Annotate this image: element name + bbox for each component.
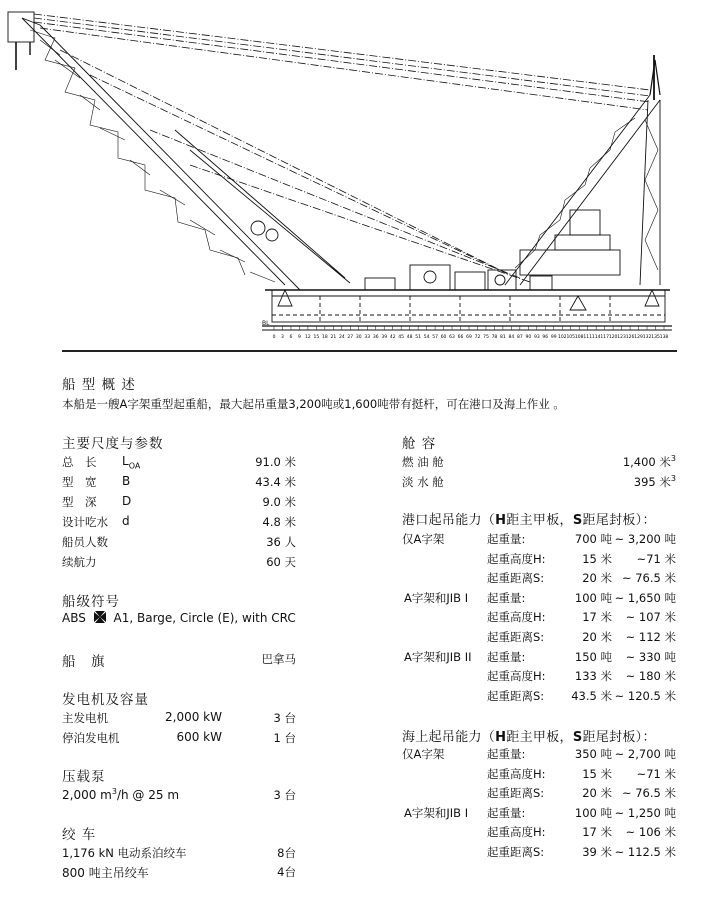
lift-min-value: 15 米	[582, 551, 612, 566]
frame-number: 12	[305, 335, 311, 340]
winch-count: 4台	[277, 865, 296, 879]
frame-number: 114	[591, 335, 601, 340]
frame-number: 24	[338, 335, 345, 340]
dimension-label: 设计吃水	[62, 515, 108, 529]
capacity-value: 1,400 米$^3$	[622, 454, 676, 469]
maltese-cross-icon	[93, 610, 107, 624]
overview-text: 本船是一艘A字架重型起重船，最大起吊重量3,200吨或1,600吨带有挺杆，可在港口及海上作业 。	[62, 397, 565, 411]
class-prefix: ABS	[62, 611, 86, 625]
lift-min-value: 20 米	[582, 630, 612, 644]
baseline-label: BL	[262, 320, 270, 327]
lift-max-value: ~ 76.5 米	[621, 571, 676, 586]
lift-group-name: A字架和JIB I	[404, 805, 469, 820]
port-lift-title-c: 距主甲板，	[506, 513, 573, 528]
generator-power: 2,000 kW	[165, 710, 222, 724]
frame-number: 120	[608, 335, 618, 340]
class-text: A1, Barge, Circle (E), with CRC	[113, 611, 296, 625]
sea-lift-title-b: H	[495, 730, 507, 745]
dimension-label: 船员人数	[62, 535, 108, 549]
dimension-subscript: OA	[128, 461, 141, 471]
capacity-unit-sup: 3	[670, 454, 676, 464]
frame-number: 66	[457, 335, 464, 340]
lift-group-name: 仅A字架	[402, 747, 445, 761]
frame-number: 87	[517, 335, 523, 340]
frame-number: 6	[289, 335, 293, 340]
frame-number: 96	[542, 335, 549, 340]
lift-max-value: ~ 2,700 吨	[614, 747, 676, 761]
lift-row-label: 起重距离S:	[487, 786, 545, 801]
frame-number: 102	[557, 335, 567, 340]
winch-label: 800 吨主吊绞车	[62, 866, 149, 880]
frame-number: 72	[474, 335, 481, 340]
ballast-count: 3 台	[273, 788, 296, 802]
lift-row-label: 起重高度H:	[487, 610, 546, 625]
lift-row-label: 起重量:	[487, 590, 526, 605]
generators-title: 发电机及容量	[62, 692, 149, 708]
dimension-value: 4.8 米	[262, 515, 296, 529]
dimension-symbol: d	[122, 514, 130, 528]
frame-number: 9	[297, 335, 301, 340]
frame-number: 27	[347, 335, 354, 340]
sea-lift-title-d: S	[572, 730, 583, 745]
lift-row-label: 起重高度H:	[487, 766, 546, 781]
lift-max-value: ~71 米	[636, 551, 676, 566]
frame-number: 81	[500, 335, 506, 340]
frame-number: 111	[583, 335, 592, 340]
lift-row-label: 起重高度H:	[487, 551, 546, 566]
frame-number: 42	[389, 335, 396, 340]
frame-number: 123	[617, 335, 626, 340]
capacity-label: 淡 水 舱	[402, 475, 444, 489]
frame-number: 39	[381, 335, 388, 340]
lift-row-label: 起重量:	[487, 747, 526, 761]
lift-min-value: 133 米	[574, 669, 612, 684]
generator-power: 600 kW	[176, 730, 222, 744]
capacity-label: 燃 油 舱	[402, 455, 444, 469]
ballast-title: 压载泵	[62, 769, 106, 785]
frame-number: 105	[566, 335, 576, 340]
lift-row-label: 起重距离S:	[487, 571, 545, 586]
sea-lift-title-c: 距主甲板，	[506, 730, 573, 745]
frame-number: 54	[423, 335, 430, 340]
frame-number: 36	[372, 335, 379, 340]
lift-group-name: 仅A字架	[402, 532, 445, 546]
dimension-value: 36 人	[266, 535, 296, 549]
frame-number: 69	[466, 335, 472, 340]
capacity-unit-sup: 3	[670, 474, 676, 484]
sea-lift-title-e: 距尾封板）：	[582, 730, 656, 745]
frame-number: 126	[625, 335, 635, 340]
lift-group-name: A字架和JIB I	[404, 590, 469, 605]
lift-min-value: 20 米	[582, 786, 612, 801]
port-lift-title	[402, 509, 656, 528]
frame-number: 30	[355, 335, 362, 340]
dimension-value: 60 天	[266, 555, 296, 569]
lift-row-label: 起重距离S:	[487, 630, 545, 644]
frame-number: 78	[491, 335, 498, 340]
ballast-prefix: 2,000 m	[62, 788, 112, 802]
lift-min-value: 39 米	[582, 845, 612, 859]
frame-number: 33	[364, 335, 371, 340]
frame-number: 57	[432, 335, 438, 340]
frame-number: 75	[483, 335, 489, 340]
port-lift-title-b: H	[495, 513, 507, 528]
generator-label: 主发电机	[62, 711, 108, 725]
dimension-value: 43.4 米	[255, 475, 296, 489]
flag-title: 船 旗	[62, 654, 106, 670]
dimension-value: 91.0 米	[255, 455, 296, 469]
lift-min-value: 20 米	[582, 571, 612, 586]
class-notation	[62, 610, 296, 625]
lift-max-value: ~ 1,250 吨	[614, 805, 676, 820]
lift-min-value: 700 吨	[574, 532, 612, 546]
lift-row-label: 起重高度H:	[487, 825, 546, 840]
dimension-value: 9.0 米	[262, 495, 296, 509]
generator-label: 停泊发电机	[62, 731, 120, 745]
dimension-symbol: $L_{OA}$	[122, 454, 141, 471]
lift-min-value: 350 吨	[574, 747, 612, 761]
sea-lift-title-a: 海上起吊能力（	[402, 730, 496, 745]
frame-number: 84	[508, 335, 515, 340]
overview-title: 船 型 概 述	[62, 377, 136, 393]
frame-number-scale	[273, 326, 669, 340]
sea-lift-title	[402, 726, 656, 745]
frame-number: 18	[322, 335, 328, 340]
dimension-symbol: B	[122, 474, 131, 488]
frame-number: 93	[533, 335, 540, 340]
port-lift-title-d: S	[572, 513, 583, 528]
flag-value: 巴拿马	[261, 652, 296, 666]
frame-number: 15	[313, 335, 320, 340]
lift-row-label: 起重量:	[487, 649, 526, 664]
dimension-label: 型 深	[62, 495, 97, 509]
frame-number: 63	[449, 335, 455, 340]
lift-max-value: ~ 112.5 米	[614, 845, 676, 859]
ballast-spec	[62, 787, 179, 802]
frame-number: 60	[440, 335, 447, 340]
lift-max-value: ~ 76.5 米	[621, 786, 676, 801]
dimension-symbol: D	[122, 494, 132, 508]
port-lift-title-a: 港口起吊能力（	[402, 513, 496, 528]
lift-min-value: 43.5 米	[571, 688, 612, 703]
capacity-title: 舱 容	[402, 436, 437, 452]
port-lift-title-e: 距尾封板）：	[582, 513, 656, 528]
lift-min-value: 17 米	[582, 610, 612, 625]
winch-count: 8台	[277, 846, 296, 860]
frame-number: 48	[406, 335, 413, 340]
hull	[272, 290, 665, 322]
frame-number: 132	[642, 335, 652, 340]
lift-max-value: ~ 330 吨	[625, 649, 676, 664]
lift-max-value: ~ 112 米	[625, 630, 676, 644]
lift-min-value: 150 吨	[574, 649, 612, 664]
frame-number: 90	[525, 335, 532, 340]
frame-number: 0	[272, 335, 276, 340]
frame-number: 21	[330, 335, 337, 340]
lift-max-value: ~ 120.5 米	[614, 688, 676, 703]
generator-count: 3 台	[273, 711, 296, 725]
lift-min-value: 17 米	[582, 825, 612, 840]
ballast-sup: 3	[111, 787, 117, 796]
lift-max-value: ~ 106 米	[625, 825, 676, 840]
ballast-suffix: /h @ 25 m	[116, 788, 180, 802]
dimension-label: 总 长	[62, 455, 97, 469]
frame-number: 138	[659, 335, 669, 340]
lift-min-value: 100 吨	[574, 805, 612, 820]
frame-number: 117	[600, 335, 609, 340]
generator-count: 1 台	[273, 731, 296, 745]
frame-number: 51	[415, 335, 421, 340]
main-boom	[22, 18, 300, 290]
section-divider	[62, 350, 677, 352]
frame-number: 3	[281, 335, 284, 340]
winch-label: 1,176 kN 电动系泊绞车	[62, 846, 187, 860]
lift-row-label: 起重距离S:	[487, 688, 545, 703]
lift-min-value: 15 米	[582, 766, 612, 781]
lift-row-label: 起重量:	[487, 532, 526, 546]
lift-max-value: ~ 1,650 吨	[614, 590, 676, 605]
frame-number: 45	[398, 335, 405, 340]
lift-min-value: 100 吨	[574, 590, 612, 605]
lift-row-label: 起重量:	[487, 805, 526, 820]
lift-max-value: ~ 180 米	[625, 669, 676, 684]
lift-group-name: A字架和JIB II	[404, 649, 472, 664]
winch-title: 绞 车	[62, 827, 97, 843]
lift-max-value: ~ 107 米	[625, 610, 676, 625]
dimension-label: 续航力	[62, 555, 97, 569]
dimensions-title: 主要尺度与参数	[62, 436, 164, 452]
frame-number: 135	[651, 335, 660, 340]
crane-vessel-drawing	[0, 0, 709, 345]
frame-number: 129	[634, 335, 643, 340]
dimension-label: 型 宽	[62, 475, 97, 489]
frame-number: 108	[574, 335, 584, 340]
lift-row-label: 起重距离S:	[487, 845, 545, 859]
class-title: 船级符号	[62, 594, 120, 610]
a-frame-mast	[505, 95, 660, 285]
capacity-value: 395 米$^3$	[633, 474, 676, 489]
lift-max-value: ~ 3,200 吨	[614, 532, 676, 546]
lift-max-value: ~71 米	[636, 766, 676, 781]
lift-row-label: 起重高度H:	[487, 669, 546, 684]
frame-number: 99	[550, 335, 557, 340]
